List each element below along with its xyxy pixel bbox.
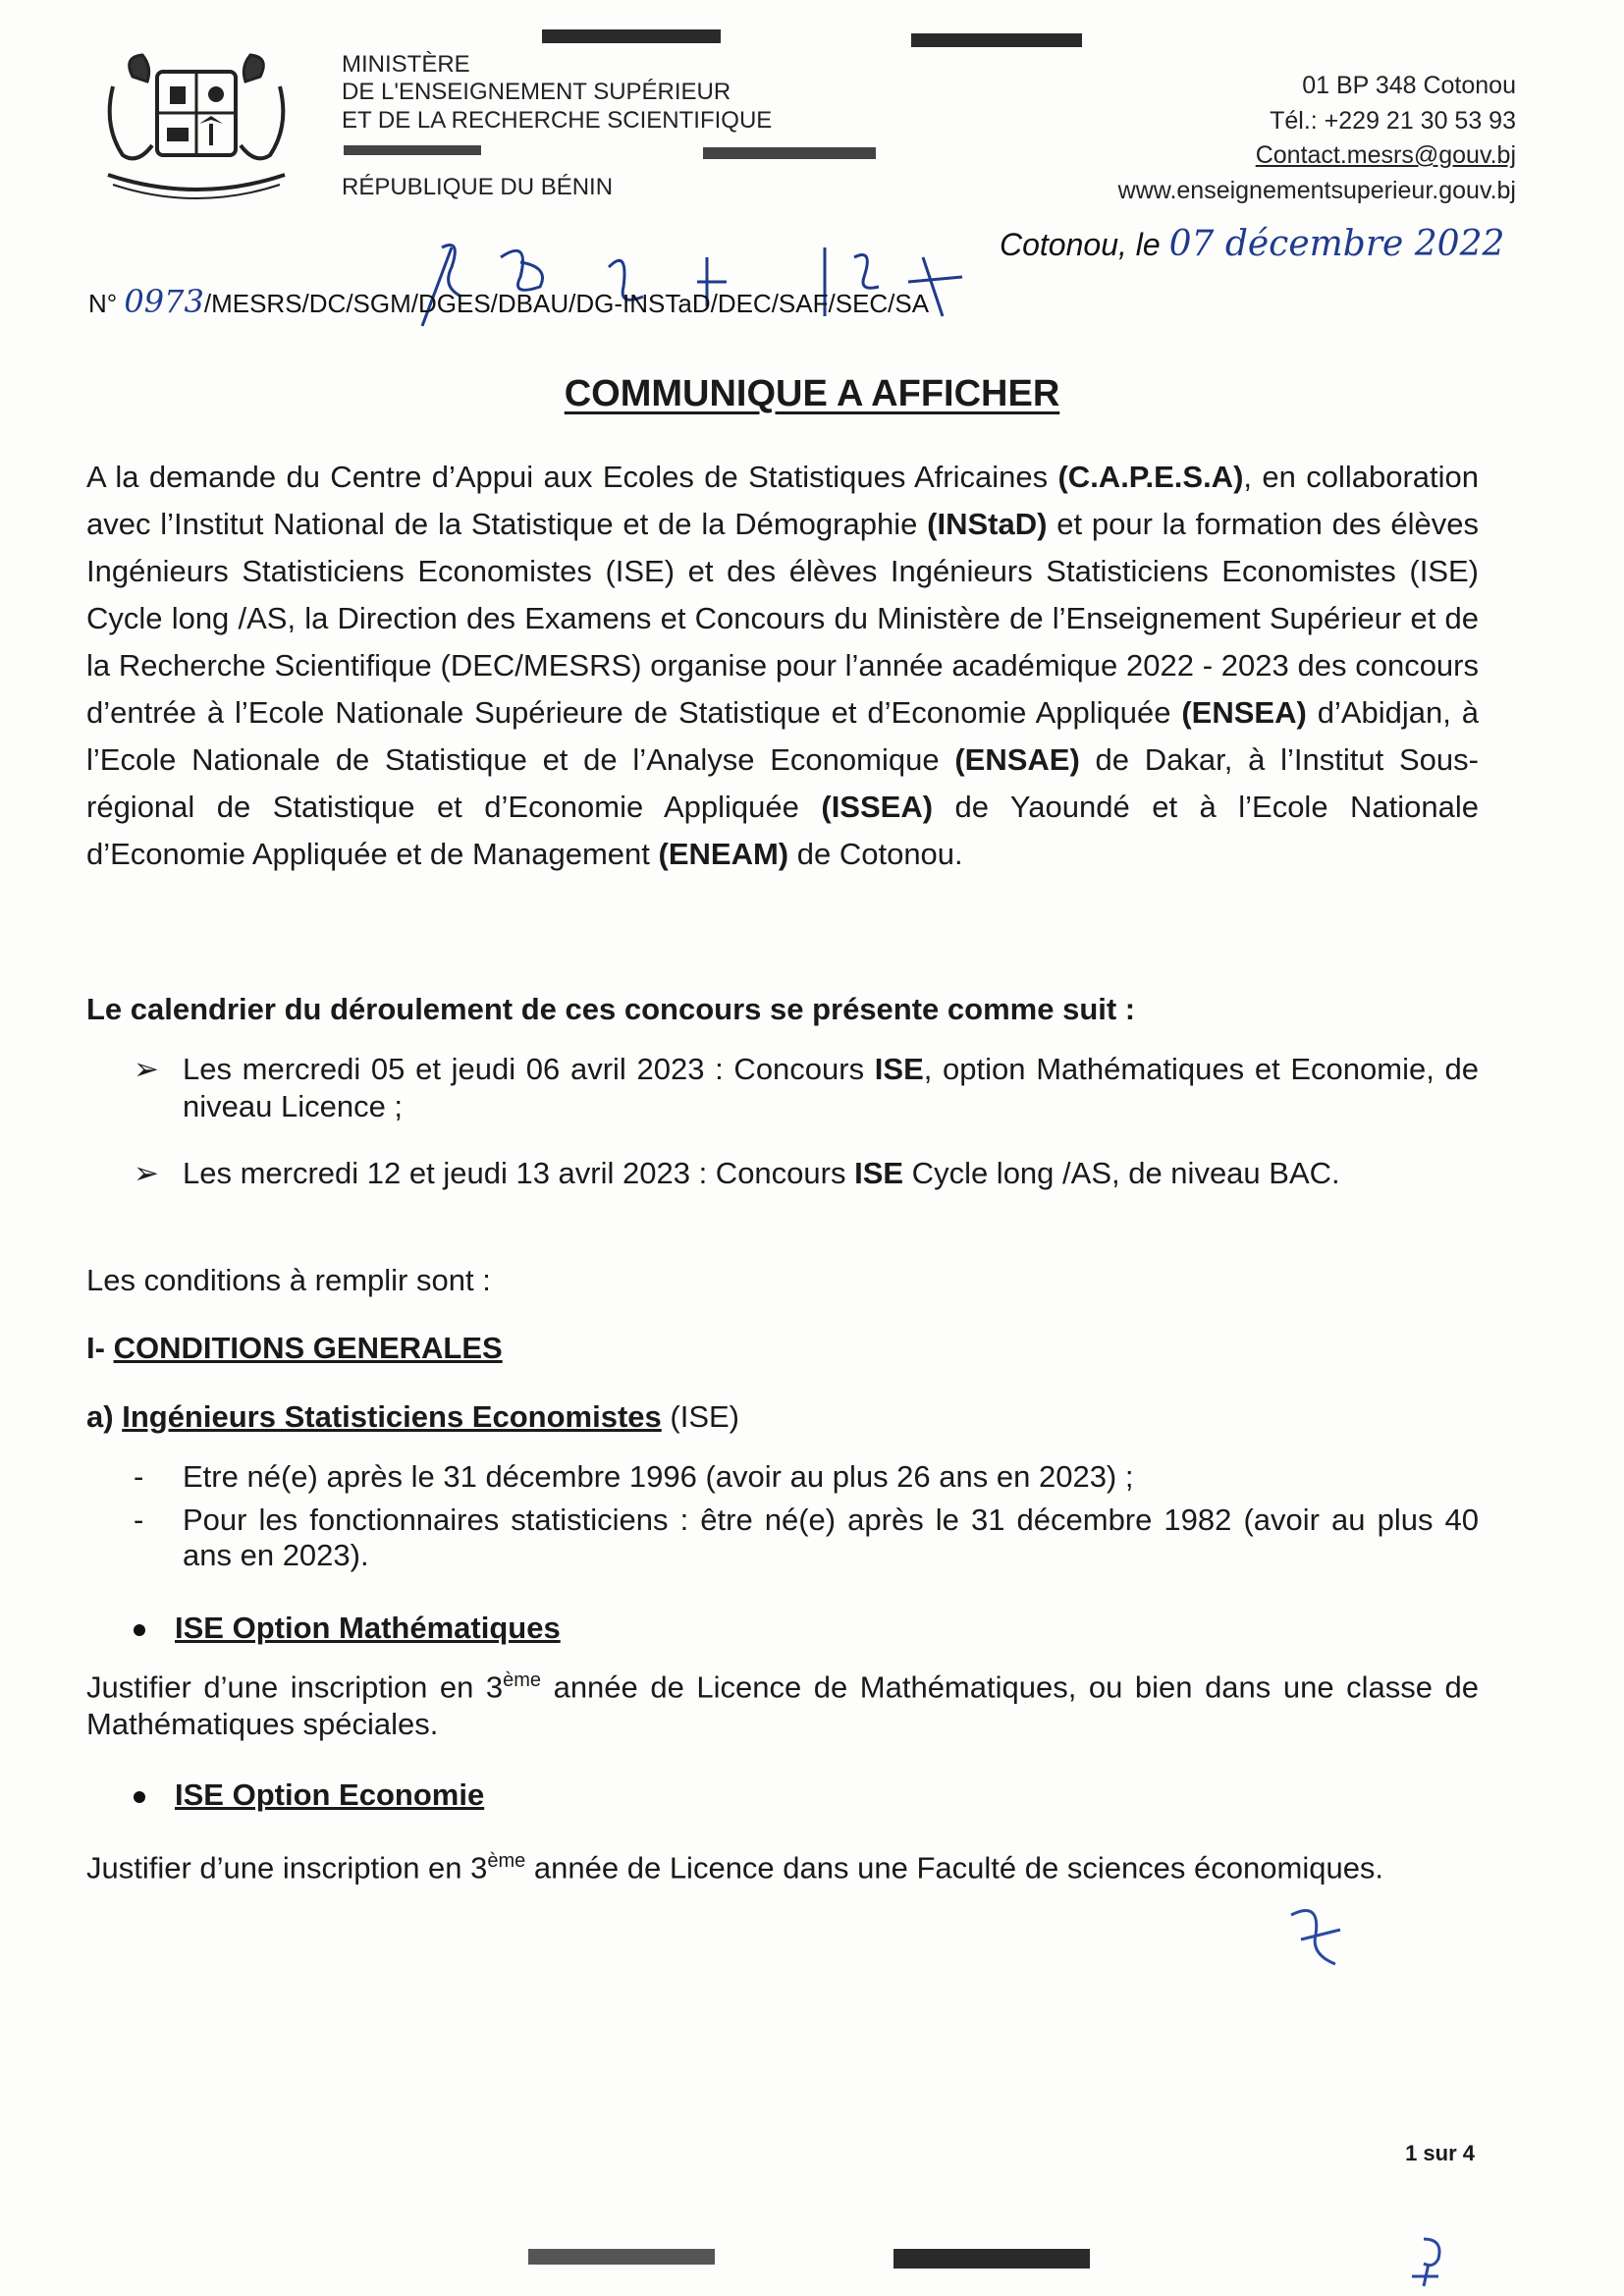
contact-address: 01 BP 348 Cotonou	[1302, 72, 1516, 99]
calendar-item-1-text	[183, 1051, 1479, 1125]
bullet-dot-icon	[134, 1624, 145, 1636]
contact-website-link[interactable]: www.enseignementsuperieur.gouv.bj	[1117, 176, 1516, 204]
handwritten-reference-number: 0973	[124, 283, 204, 320]
calendar-item-2-bold: ISE	[854, 1156, 904, 1190]
intro-text-7: de Cotonou.	[788, 837, 963, 871]
arrow-bullet-icon: ➢	[134, 1156, 159, 1190]
calendar-item-1	[134, 1051, 1479, 1125]
intro-eneam: (ENEAM)	[658, 837, 789, 871]
reference-path: /MESRS/DC/SGM/DGES/DBAU/DG-INSTaD/DEC/SAF/SEC/SA	[203, 289, 930, 318]
subsection-a-title: Ingénieurs Statisticiens Economistes	[122, 1399, 662, 1434]
option-eco-text-after: année de Licence dans une Faculté de sciences économiques.	[525, 1850, 1384, 1886]
contact-email-link[interactable]: Contact.mesrs@gouv.bj	[1255, 141, 1516, 169]
redaction-bar-bottom-left	[528, 2249, 715, 2265]
dash-bullet: -	[134, 1503, 144, 1537]
condition-item-2	[134, 1503, 1479, 1573]
option-math-heading	[134, 1611, 561, 1646]
handwritten-initial-mark	[1281, 1895, 1350, 1979]
option-math-sup: ème	[503, 1669, 542, 1691]
intro-text-3: et pour la formation des élèves Ingénieurs Statisticiens Economistes (ISE) et des élèves Ingénieurs Statisticiens Economistes (ISE) Cycle long /AS, la Direction des Examens et Concours du Ministère de l’Enseignement Supérieur et de la Recherche Scientifique (DEC/MESRS) organise pour l’année académique 2022 - 2023 des concours d’entrée à l’Ecole Nationale Supérieure de Statistique et d’Economie Appliquée	[86, 507, 1479, 730]
contact-block	[1118, 69, 1516, 208]
option-eco-text-before: Justifier d’une inscription en 3	[86, 1850, 488, 1886]
option-eco-heading	[134, 1777, 484, 1813]
intro-text-4: d’Abidjan, à l’Ecole Nationale de Statistique et de l’Analyse Economique	[86, 695, 1479, 777]
page-title	[0, 373, 1624, 415]
intro-instad: (INStaD)	[927, 507, 1048, 541]
handwritten-date: 07 décembre 2022	[1168, 224, 1505, 264]
calendar-item-1-bold: ISE	[874, 1052, 924, 1086]
intro-text-5: de Dakar, à l’Institut Sous-régional de Statistique et d’Economie Appliquée	[86, 742, 1479, 824]
condition-item-2-text: Pour les fonctionnaires statisticiens : être né(e) après le 31 décembre 1982 (avoir au plus 40 ans en 2023).	[183, 1503, 1479, 1572]
option-math-text	[86, 1662, 1479, 1743]
dateline	[1000, 224, 1504, 264]
section-1-title: CONDITIONS GENERALES	[113, 1331, 503, 1365]
calendar-item-2-text	[183, 1155, 1479, 1192]
reference-prefix: N°	[88, 289, 118, 318]
subsection-a-letter: a)	[86, 1399, 114, 1434]
intro-text	[86, 454, 1479, 878]
intro-paragraph	[86, 454, 1479, 878]
conditions-intro: Les conditions à remplir sont :	[86, 1263, 491, 1297]
redaction-bar-bottom-right	[893, 2249, 1090, 2269]
page-title-text: COMMUNIQUE A AFFICHER	[564, 373, 1060, 414]
ministry-line-3: ET DE LA RECHERCHE SCIENTIFIQUE	[342, 106, 773, 134]
coat-of-arms-emblem	[93, 47, 299, 209]
reference-number-line	[88, 283, 929, 320]
option-eco-text	[86, 1842, 1479, 1886]
intro-text-6: de Yaoundé et à l’Ecole Nationale d’Economie Appliquée et de Management	[86, 790, 1480, 871]
condition-item-1	[134, 1459, 1479, 1495]
handwritten-bottom-mark	[1394, 2229, 1453, 2293]
section-1-number: I-	[86, 1331, 105, 1365]
intro-issea: (ISSEA)	[821, 790, 934, 824]
intro-ensae: (ENSAE)	[954, 742, 1080, 777]
redaction-bar-top-left	[542, 29, 721, 43]
calendar-item-1-after: , option Mathématiques et Economie, de niveau Licence ;	[183, 1052, 1479, 1123]
arrow-bullet-icon: ➢	[134, 1052, 159, 1086]
dateline-prefix: Cotonou, le	[1000, 227, 1161, 262]
calendar-heading: Le calendrier du déroulement de ces concours se présente comme suit :	[86, 992, 1136, 1026]
republic-name: RÉPUBLIQUE DU BÉNIN	[342, 173, 614, 200]
ministry-name-block	[342, 51, 772, 201]
dash-bullet: -	[134, 1459, 144, 1494]
ministry-line-1: MINISTÈRE	[342, 51, 470, 78]
option-eco-sup: ème	[487, 1850, 526, 1872]
subsection-a-suffix: (ISE)	[661, 1399, 739, 1434]
intro-text-1: A la demande du Centre d’Appui aux Ecoles de Statistiques Africaines	[86, 460, 1058, 494]
intro-ensea: (ENSEA)	[1181, 695, 1307, 730]
calendar-item-1-before: Les mercredi 05 et jeudi 06 avril 2023 : Concours	[183, 1052, 875, 1086]
redaction-bar-top-right	[911, 33, 1082, 47]
contact-phone: Tél.: +229 21 30 53 93	[1270, 106, 1516, 135]
bullet-dot-icon	[134, 1791, 145, 1803]
subsection-a-heading	[86, 1399, 739, 1435]
calendar-item-2-before: Les mercredi 12 et jeudi 13 avril 2023 : Concours	[183, 1156, 855, 1190]
ministry-line-2: DE L'ENSEIGNEMENT SUPÉRIEUR	[342, 79, 731, 106]
condition-item-1-text: Etre né(e) après le 31 décembre 1996 (avoir au plus 26 ans en 2023) ;	[183, 1459, 1134, 1494]
option-math-text-before: Justifier d’une inscription en 3	[86, 1669, 504, 1705]
intro-text-2: , en collaboration avec l’Institut National de la Statistique et de la Démographie	[86, 460, 1479, 541]
page-number: 1 sur 4	[1405, 2141, 1475, 2165]
option-math-title: ISE Option Mathématiques	[175, 1611, 561, 1645]
intro-capesa: (C.A.P.E.S.A)	[1057, 460, 1244, 494]
calendar-item-2-after: Cycle long /AS, de niveau BAC.	[903, 1156, 1340, 1190]
option-math-text-after: année de Licence de Mathématiques, ou bien dans une classe de Mathématiques spéciales.	[86, 1669, 1479, 1742]
section-1-heading	[86, 1331, 503, 1366]
option-eco-title: ISE Option Economie	[175, 1777, 485, 1812]
calendar-item-2	[134, 1155, 1479, 1192]
